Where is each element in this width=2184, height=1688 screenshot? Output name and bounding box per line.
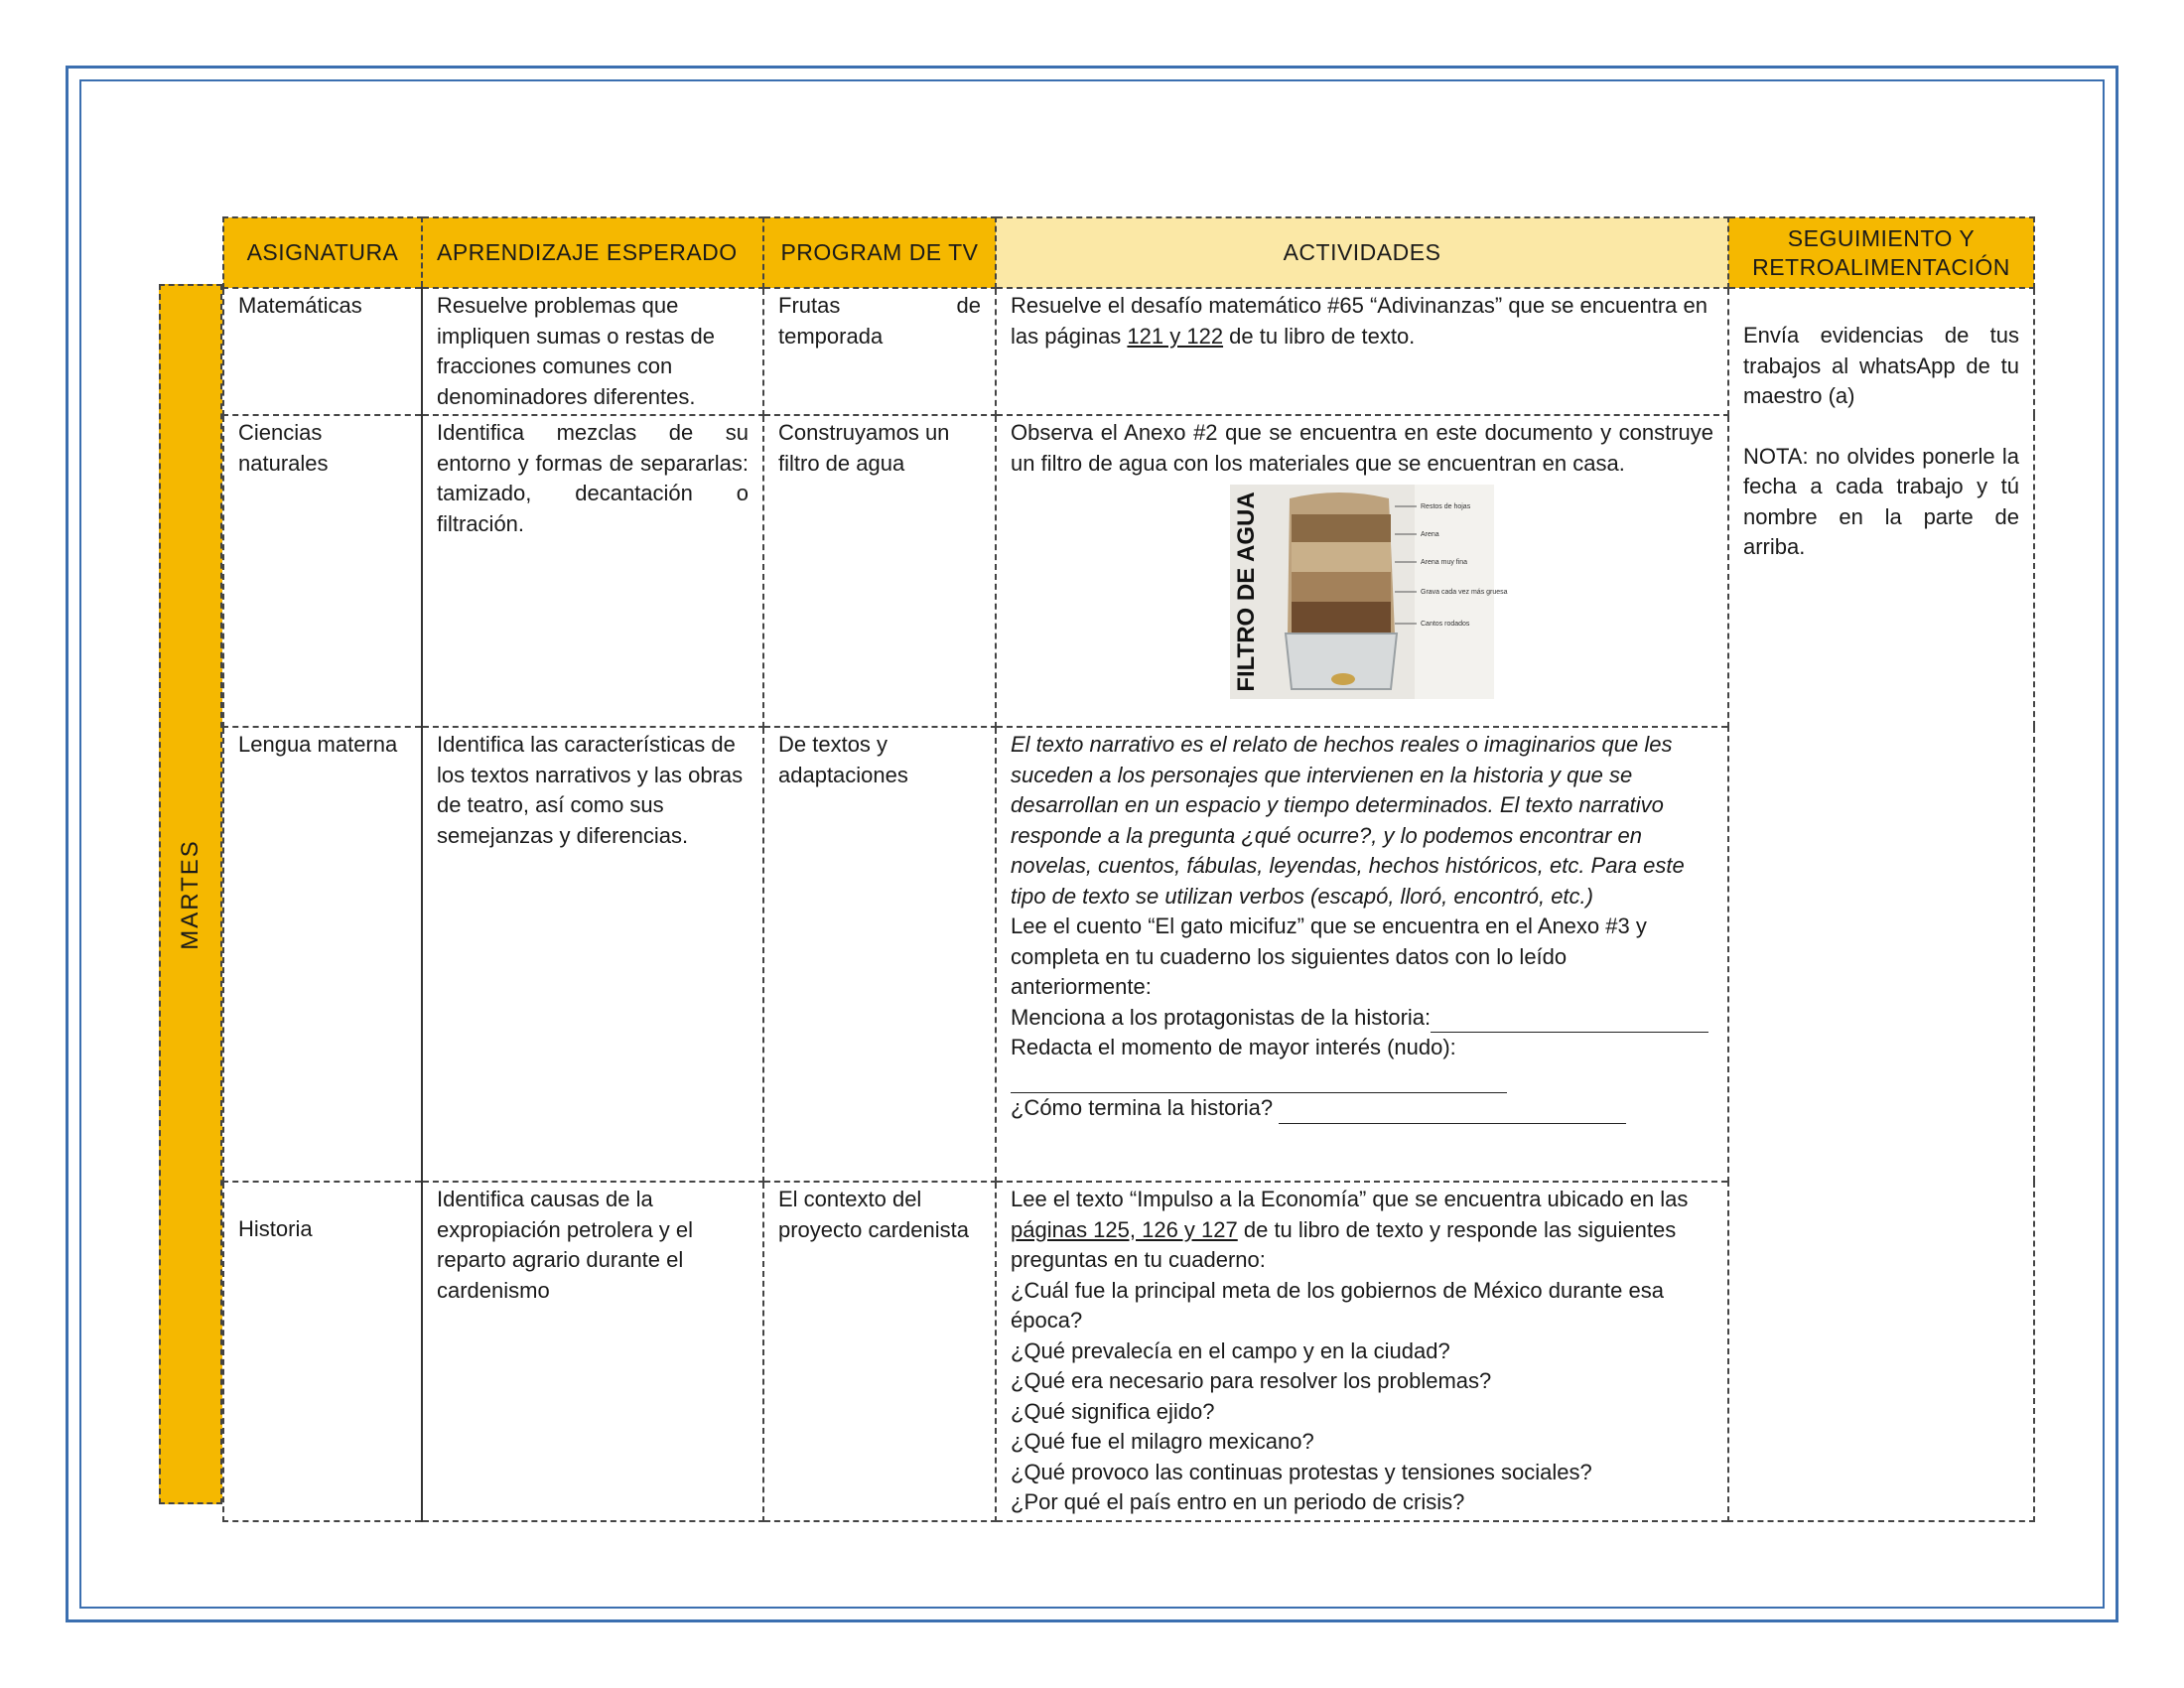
figure-label: Restos de hojas xyxy=(1421,503,1471,510)
cell-programa: De textos y adaptaciones xyxy=(763,727,996,1182)
cell-asignatura xyxy=(223,1182,422,1521)
figure-title: FILTRO DE AGUA xyxy=(1233,492,1260,692)
answer-line xyxy=(1431,1010,1708,1033)
table-row xyxy=(223,288,2034,415)
cell-programa: El contexto del proyecto cardenista xyxy=(763,1182,996,1521)
history-question: ¿Qué fue el milagro mexicano? xyxy=(1011,1429,1314,1454)
cell-programa: Construyamos un filtro de agua xyxy=(763,415,996,727)
seguimiento-instructions: Envía evidencias de tus trabajos al whatsApp de tu maestro (a) xyxy=(1743,323,2019,408)
act-text: de tu libro de texto y responde las siguientes preguntas en tu cuaderno: xyxy=(1011,1216,1677,1272)
schedule-table xyxy=(222,216,2035,1522)
reading-instruction: Lee el cuento “El gato micifuz” que se encuentra en el Anexo #3 y completa en tu cuaderno los siguientes datos con lo leído anteriormente: xyxy=(1011,914,1647,999)
seguimiento-note: NOTA: no olvides ponerle la fecha a cada trabajo y tú nombre en la parte de arriba. xyxy=(1743,443,2019,559)
history-question: ¿Qué significa ejido? xyxy=(1011,1398,1215,1424)
question-ending: ¿Cómo termina la historia? xyxy=(1011,1095,1274,1120)
history-question: ¿Qué prevalecía en el campo y en la ciudad? xyxy=(1011,1337,1450,1363)
history-question: ¿Por qué el país entro en un periodo de crisis? xyxy=(1011,1489,1465,1514)
header-seguimiento: SEGUIMIENTO Y RETROALIMENTACIÓN xyxy=(1728,217,2034,288)
pages-ref: 121 y 122 xyxy=(1127,323,1224,349)
cell-asignatura: Ciencias naturales xyxy=(223,415,422,727)
act-text: de tu libro de texto. xyxy=(1223,323,1416,349)
header-programa: PROGRAM DE TV xyxy=(763,217,996,288)
day-label: MARTES xyxy=(177,838,205,950)
history-question: ¿Qué era necesario para resolver los problemas? xyxy=(1011,1368,1492,1393)
cell-asignatura: Lengua materna xyxy=(223,727,422,1182)
subject-historia: Historia xyxy=(238,1216,313,1241)
act-text: Observa el Anexo #2 que se encuentra en este documento y construye un filtro de agua con los materiales que se encuentran en casa. xyxy=(1011,420,1713,476)
pages-ref: páginas 125, 126 y 127 xyxy=(1011,1216,1238,1242)
cell-actividades xyxy=(996,415,1728,727)
history-question: ¿Cuál fue la principal meta de los gobiernos de México durante esa época? xyxy=(1011,1277,1664,1333)
question-climax: Redacta el momento de mayor interés (nudo): xyxy=(1011,1035,1456,1059)
narrative-definition: El texto narrativo es el relato de hechos reales o imaginarios que les suceden a los personajes que intervienen en la historia y que se desarrollan en un espacio y tiempo determinados. El texto narrativo responde a la pregunta ¿qué ocurre?, y lo podemos encontrar en novelas, cuentos, fábulas, leyendas, hechos históricos, etc. Para este tipo de texto se utilizan verbos (escapó, lloró, encontró, etc.) xyxy=(1011,732,1685,909)
act-text: Resuelve el desafío matemático #65 “Adivinanzas” que se encuentra en las páginas xyxy=(1011,293,1707,349)
act-text: Lee el texto “Impulso a la Economía” que se encuentra ubicado en las xyxy=(1011,1187,1689,1211)
header-actividades: ACTIVIDADES xyxy=(996,217,1728,288)
cell-actividades xyxy=(996,288,1728,415)
cell-asignatura: Matemáticas xyxy=(223,288,422,415)
cell-actividades xyxy=(996,1182,1728,1521)
cell-aprendizaje: Identifica causas de la expropiación petrolera y el reparto agrario durante el cardenismo xyxy=(422,1182,763,1521)
answer-line xyxy=(1011,1070,1507,1093)
cell-aprendizaje: Identifica mezclas de su entorno y formas de separarlas: tamizado, decantación o filtración. xyxy=(422,415,763,727)
history-question: ¿Qué provoco las continuas protestas y tensiones sociales? xyxy=(1011,1459,1592,1484)
cell-actividades xyxy=(996,727,1728,1182)
answer-line xyxy=(1279,1101,1626,1124)
header-asignatura: ASIGNATURA xyxy=(223,217,422,288)
day-label-column xyxy=(159,284,222,1504)
header-aprendizaje: APRENDIZAJE ESPERADO xyxy=(422,217,763,288)
figure-label: Cantos rodados xyxy=(1421,621,1470,628)
cell-programa: Frutas de temporada xyxy=(763,288,996,415)
header-row xyxy=(223,217,2034,288)
question-protagonists: Menciona a los protagonistas de la historia: xyxy=(1011,1004,1432,1030)
cell-seguimiento xyxy=(1728,288,2034,1521)
cell-aprendizaje: Resuelve problemas que impliquen sumas o restas de fracciones comunes con denominadores diferentes. xyxy=(422,288,763,415)
figure-label: Arena muy fina xyxy=(1421,559,1468,566)
cell-aprendizaje: Identifica las características de los textos narrativos y las obras de teatro, así como sus semejanzas y diferencias. xyxy=(422,727,763,1182)
water-filter-figure xyxy=(1230,485,1508,699)
figure-label: Grava cada vez más gruesa xyxy=(1421,589,1508,596)
figure-label: Arena xyxy=(1421,531,1439,538)
